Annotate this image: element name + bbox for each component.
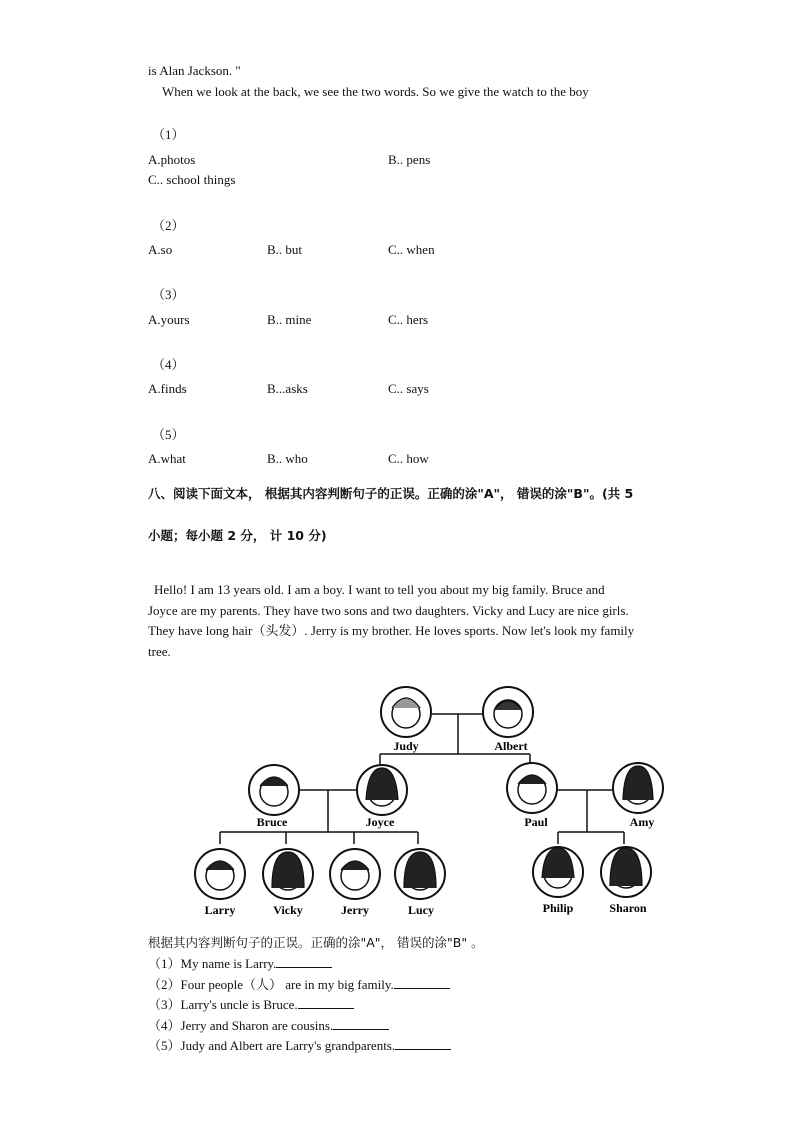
person-joyce (357, 765, 407, 829)
statement-number: （3） (148, 997, 181, 1012)
option-c: C.. says (388, 381, 429, 396)
question-number: （5） (152, 427, 185, 442)
statement-text: My name is Larry. (180, 956, 277, 971)
family-tree-figure (148, 672, 674, 922)
option-a: A.finds (148, 381, 187, 396)
name-label: Philip (542, 901, 574, 915)
option-c: C.. school things (148, 172, 236, 187)
name-label: Judy (393, 739, 419, 753)
answer-blank[interactable] (298, 996, 354, 1009)
name-label: Albert (494, 739, 528, 753)
option-a: A.so (148, 242, 173, 257)
person-vicky (263, 849, 313, 917)
section-heading: 小题；每小题 2 分， 计 10 分) (148, 528, 327, 543)
option-a: A.photos (148, 152, 196, 167)
question-number: （1） (152, 127, 185, 142)
statement-number: （1） (148, 956, 181, 971)
answer-blank[interactable] (333, 1017, 389, 1030)
option-c: C.. hers (388, 312, 429, 327)
question-number: （2） (152, 218, 185, 233)
passage-line: They have long hair（头发）. Jerry is my brother. He loves sports. Now let's look my family (148, 623, 635, 638)
reading-passage (148, 580, 688, 662)
person-jerry (330, 849, 380, 917)
answer-blank[interactable] (394, 976, 450, 989)
answer-blank[interactable] (276, 955, 332, 968)
statement-item (148, 1036, 451, 1057)
name-label: Jerry (341, 903, 369, 917)
statement-item (148, 954, 451, 975)
person-bruce (249, 765, 299, 829)
passage-line: tree. (148, 643, 171, 659)
option-b: B...asks (267, 381, 308, 396)
answer-blank[interactable] (395, 1037, 451, 1050)
option-b: B.. who (267, 451, 308, 466)
name-label: Paul (524, 815, 548, 829)
section-heading: 八、阅读下面文本， 根据其内容判断句子的正误。正确的涂"A"， 错误的涂"B"。(共 5 (148, 486, 634, 501)
person-larry (195, 849, 245, 917)
name-label: Amy (629, 815, 655, 829)
person-amy (613, 763, 663, 829)
statement-item (148, 975, 451, 996)
statement-text: Four people（人） are in my big family. (180, 976, 394, 992)
passage-line: Hello! I am 13 years old. I am a boy. I want to tell you about my big family. Bruce and (154, 582, 605, 597)
option-c: C.. when (388, 242, 435, 257)
person-judy (381, 687, 431, 753)
person-paul (507, 763, 557, 829)
name-label: Sharon (609, 901, 647, 915)
option-a: A.what (148, 451, 186, 466)
statement-text: Judy and Albert are Larry's grandparents. (180, 1038, 396, 1053)
statement-item (148, 995, 451, 1016)
statement-text: Larry's uncle is Bruce. (180, 997, 298, 1012)
question-number: （3） (152, 287, 185, 302)
person-philip (533, 847, 583, 915)
story-line: When we look at the back, we see the two words. So we give the watch to the boy (162, 84, 589, 99)
question-number: （4） (152, 357, 185, 372)
instruction-text: 根据其内容判断句子的正误。正确的涂"A"， 错误的涂"B" 。 (148, 935, 484, 950)
statement-list (148, 954, 451, 1057)
name-label: Bruce (256, 815, 288, 829)
person-lucy (395, 849, 445, 917)
statement-number: （2） (148, 976, 181, 992)
person-sharon (601, 847, 651, 915)
statement-item (148, 1016, 451, 1037)
name-label: Larry (204, 903, 236, 917)
option-b: B.. pens (388, 152, 431, 167)
option-b: B.. but (267, 242, 303, 257)
passage-line: Joyce are my parents. They have two sons and two daughters. Vicky and Lucy are nice girls. (148, 602, 629, 618)
option-b: B.. mine (267, 312, 312, 327)
name-label: Joyce (365, 815, 395, 829)
name-label: Vicky (273, 903, 303, 917)
person-albert (483, 687, 533, 753)
option-a: A.yours (148, 312, 190, 327)
statement-number: （4） (148, 1017, 181, 1033)
story-line: is Alan Jackson. " (148, 63, 241, 78)
name-label: Lucy (407, 903, 435, 917)
option-c: C.. how (388, 451, 429, 466)
statement-number: （5） (148, 1038, 181, 1053)
statement-text: Jerry and Sharon are cousins. (180, 1017, 334, 1033)
